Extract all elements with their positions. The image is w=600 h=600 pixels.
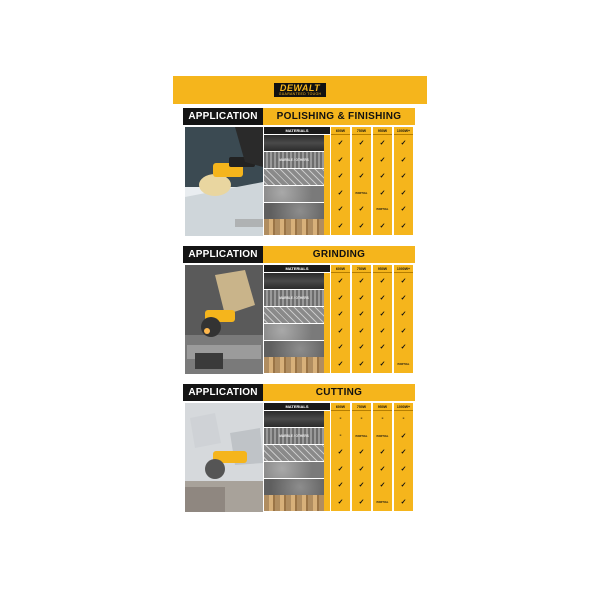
check-icon: ✓ [400, 465, 407, 473]
not-applicable: - [360, 416, 363, 423]
not-applicable: - [339, 432, 342, 439]
material-label: MARBLE / OTHERS [279, 296, 309, 300]
material-label: MARBLE / OTHERS [279, 434, 309, 438]
power-header: 950W [373, 403, 392, 411]
material-swatch [264, 135, 324, 151]
check-icon: ✓ [379, 173, 386, 181]
partial-label: PARTIAL [376, 433, 389, 438]
not-applicable: - [381, 416, 384, 423]
cat-metal [324, 411, 330, 461]
check-icon: ✓ [400, 432, 407, 440]
check-icon: ✓ [358, 222, 365, 230]
materials-column [264, 135, 330, 235]
check-icon: ✓ [337, 311, 344, 319]
power-column [352, 127, 371, 235]
material-swatch [264, 479, 324, 495]
dewalt-logo [274, 83, 327, 98]
cat-tile [324, 219, 330, 235]
power-column [331, 127, 350, 235]
check-icon: ✓ [400, 278, 407, 286]
application-title: POLISHING & FINISHING [263, 108, 415, 125]
partial-label: PARTIAL [397, 361, 410, 366]
check-icon: ✓ [337, 189, 344, 197]
check-icon: ✓ [358, 156, 365, 164]
check-icon: ✓ [400, 294, 407, 302]
brand-header [173, 76, 427, 104]
check-icon: ✓ [337, 278, 344, 286]
check-icon: ✓ [337, 465, 344, 473]
material-label [264, 135, 324, 151]
cat-concrete [324, 185, 330, 219]
capability-table [264, 264, 414, 376]
cat-concrete [324, 461, 330, 495]
power-header: 750W [352, 265, 371, 273]
cat-metal [324, 273, 330, 323]
check-icon: ✓ [337, 206, 344, 214]
power-column [394, 403, 413, 511]
section-2 [183, 384, 427, 514]
material-swatch [264, 445, 324, 461]
material-swatch [264, 341, 324, 357]
check-icon: ✓ [400, 173, 407, 181]
check-icon: ✓ [358, 482, 365, 490]
material-swatch [264, 273, 324, 289]
partial-label: PARTIAL [355, 433, 368, 438]
application-title: CUTTING [263, 384, 415, 401]
materials-header: MATERIALS [264, 403, 330, 410]
material-swatch [264, 203, 324, 219]
materials-header: MATERIALS [264, 265, 330, 272]
partial-label: PARTIAL [376, 499, 389, 504]
check-icon: ✓ [400, 344, 407, 352]
materials-header: MATERIALS [264, 127, 330, 134]
power-header: 1000W+ [394, 127, 413, 135]
application-photo [185, 127, 263, 236]
material-swatch [264, 428, 324, 444]
partial-label: PARTIAL [376, 207, 389, 212]
check-icon: ✓ [379, 294, 386, 302]
material-swatch [264, 219, 324, 235]
material-label [264, 324, 324, 340]
material-label [264, 219, 324, 235]
check-icon: ✓ [337, 360, 344, 368]
check-icon: ✓ [379, 344, 386, 352]
cat-tile [324, 357, 330, 373]
power-header: 750W [352, 403, 371, 411]
material-label [264, 273, 324, 289]
check-icon: ✓ [379, 278, 386, 286]
power-header: 1000W+ [394, 403, 413, 411]
power-header: 950W [373, 265, 392, 273]
cat-tile [324, 495, 330, 511]
material-label [264, 341, 324, 357]
material-label [264, 462, 324, 478]
check-icon: ✓ [358, 360, 365, 368]
material-swatch [264, 324, 324, 340]
power-column [394, 127, 413, 235]
check-icon: ✓ [400, 311, 407, 319]
check-icon: ✓ [400, 482, 407, 490]
check-icon: ✓ [337, 498, 344, 506]
cat-metal [324, 135, 330, 185]
check-icon: ✓ [400, 327, 407, 335]
material-label [264, 445, 324, 461]
partial-label: PARTIAL [355, 190, 368, 195]
material-label [264, 307, 324, 323]
material-label [264, 411, 324, 427]
check-icon: ✓ [400, 222, 407, 230]
application-title: GRINDING [263, 246, 415, 263]
application-label: APPLICATION [183, 108, 263, 125]
materials-column [264, 273, 330, 373]
check-icon: ✓ [379, 482, 386, 490]
check-icon: ✓ [400, 156, 407, 164]
power-column [394, 265, 413, 373]
materials-column [264, 411, 330, 511]
check-icon: ✓ [358, 311, 365, 319]
check-icon: ✓ [337, 327, 344, 335]
application-label: APPLICATION [183, 384, 263, 401]
check-icon: ✓ [379, 222, 386, 230]
power-column [373, 403, 392, 511]
power-column [331, 403, 350, 511]
power-header: 950W [373, 127, 392, 135]
check-icon: ✓ [337, 140, 344, 148]
power-header: 1000W+ [394, 265, 413, 273]
application-photo [185, 403, 263, 512]
check-icon: ✓ [358, 140, 365, 148]
power-column [331, 265, 350, 373]
material-label [264, 479, 324, 495]
check-icon: ✓ [337, 294, 344, 302]
check-icon: ✓ [379, 311, 386, 319]
material-label [264, 169, 324, 185]
application-photo [185, 265, 263, 374]
check-icon: ✓ [358, 278, 365, 286]
power-column [352, 403, 371, 511]
check-icon: ✓ [358, 465, 365, 473]
section-0 [183, 108, 427, 238]
material-label [264, 357, 324, 373]
power-header: 600W [331, 265, 350, 273]
check-icon: ✓ [358, 344, 365, 352]
check-icon: ✓ [358, 498, 365, 506]
check-icon: ✓ [379, 449, 386, 457]
material-swatch [264, 411, 324, 427]
check-icon: ✓ [358, 206, 365, 214]
check-icon: ✓ [379, 360, 386, 368]
section-1 [183, 246, 427, 376]
check-icon: ✓ [379, 327, 386, 335]
check-icon: ✓ [358, 173, 365, 181]
check-icon: ✓ [358, 294, 365, 302]
poster [173, 76, 427, 512]
material-swatch [264, 495, 324, 511]
check-icon: ✓ [400, 206, 407, 214]
material-swatch [264, 462, 324, 478]
check-icon: ✓ [337, 156, 344, 164]
power-header: 600W [331, 127, 350, 135]
power-column [373, 265, 392, 373]
material-label: MARBLE / OTHERS [279, 158, 309, 162]
check-icon: ✓ [379, 465, 386, 473]
material-swatch [264, 290, 324, 306]
material-swatch [264, 357, 324, 373]
material-label [264, 203, 324, 219]
brand-name: DEWALT [279, 82, 321, 93]
check-icon: ✓ [379, 156, 386, 164]
material-swatch [264, 169, 324, 185]
material-label [264, 495, 324, 511]
check-icon: ✓ [400, 189, 407, 197]
application-label: APPLICATION [183, 246, 263, 263]
material-label [264, 186, 324, 202]
power-column [352, 265, 371, 373]
check-icon: ✓ [337, 173, 344, 181]
power-column [373, 127, 392, 235]
capability-table [264, 402, 414, 514]
check-icon: ✓ [379, 189, 386, 197]
check-icon: ✓ [400, 140, 407, 148]
check-icon: ✓ [400, 498, 407, 506]
not-applicable: - [402, 416, 405, 423]
brand-tagline: GUARANTEED TOUGH [278, 91, 322, 96]
check-icon: ✓ [337, 482, 344, 490]
check-icon: ✓ [358, 327, 365, 335]
power-header: 750W [352, 127, 371, 135]
check-icon: ✓ [400, 449, 407, 457]
check-icon: ✓ [358, 449, 365, 457]
cat-concrete [324, 323, 330, 357]
check-icon: ✓ [337, 344, 344, 352]
check-icon: ✓ [337, 222, 344, 230]
material-swatch [264, 152, 324, 168]
power-header: 600W [331, 403, 350, 411]
material-swatch [264, 307, 324, 323]
material-swatch [264, 186, 324, 202]
check-icon: ✓ [379, 140, 386, 148]
not-applicable: - [339, 416, 342, 423]
check-icon: ✓ [337, 449, 344, 457]
capability-table [264, 126, 414, 238]
